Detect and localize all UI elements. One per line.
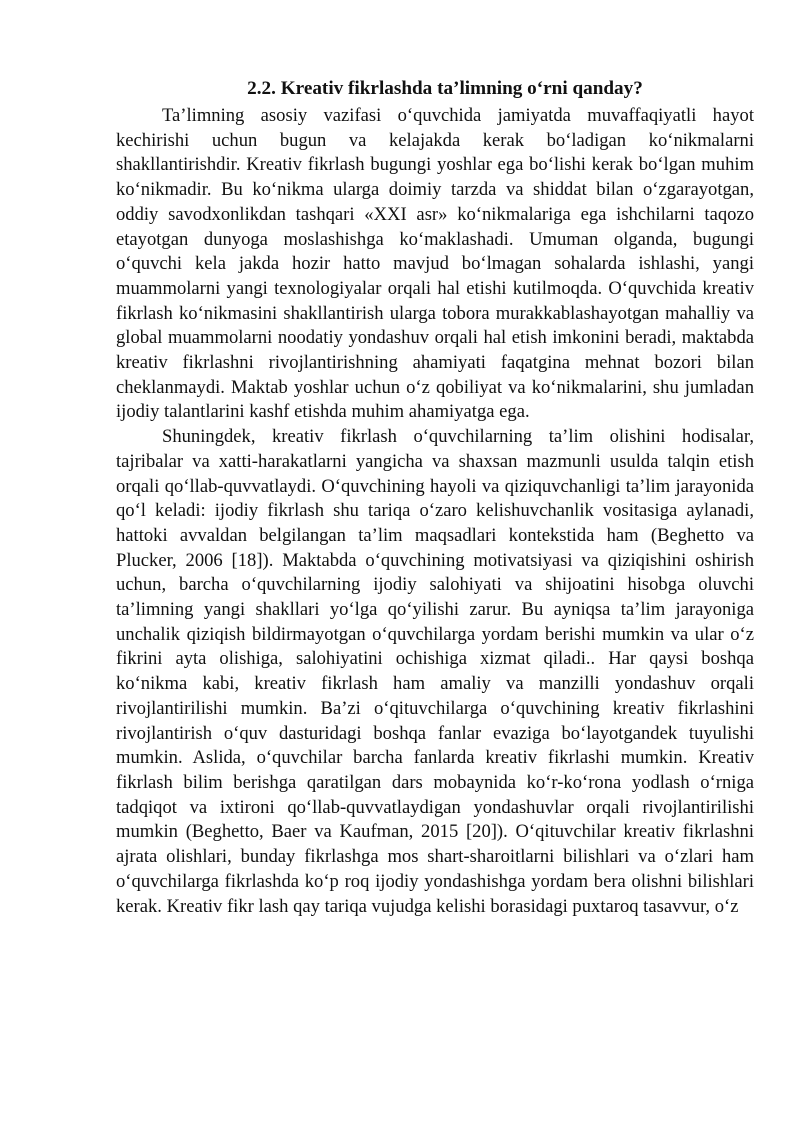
paragraph-1: Ta’limning asosiy vazifasi o‘quvchida jamiyatda muvaffaqiyatli hayot kechirishi uchun bugun va kelajakda kerak bo‘ladigan ko‘nikmalarni shakllantirishdir. Kreativ fikrlash bugungi yoshlar ega bo‘lishi kerak bo‘lgan muhim ko‘nikmadir. Bu ko‘nikma ularga doimiy tarzda va shiddat bilan o‘zgarayotgan, oddiy savodxonlikdan tashqari «XXI asr» ko‘nikmalariga ega ishchilarni taqozo etayotgan dunyoga moslashishga ko‘maklashadi. Umuman olganda, bugungi o‘quvchi kela jakda hozir hatto mavjud bo‘lmagan sohalarda ishlashi, yangi muammolarni yangi texnologiyalar orqali hal etishi kutilmoqda. O‘quvchida kreativ fikrlash ko‘nikmasini shakllantirish ularga tobora murakkablashayotgan mahalliy va global muammolarni noodatiy yondashuv orqali hal etish imkonini beradi, maktabda kreativ fikrlashni rivojlantirishning ahamiyati faqatgina mehnat bozori bilan cheklanmaydi. Maktab yoshlar uchun o‘z qobiliyat va ko‘nikmalarini, shu jumladan ijodiy talantlarini kashf etishda muhim ahamiyatga ega.: [116, 105, 754, 423]
document-page: [116, 76, 754, 919]
paragraph-2: Shuningdek, kreativ fikrlash o‘quvchilarning ta’lim olishini hodisalar, tajribalar va xatti-harakatlarni yangicha va shaxsan mazmunli usulda talqin etish orqali qo‘llab-quvvatlaydi. O‘quvchining hayoli va qiziquvchanligi ta’lim jarayonida qo‘l keladi: ijodiy fikrlash shu tariqa o‘zaro kelishuvchanlik vositasiga aylanadi, hattoki avvaldan belgilangan ta’lim maqsadlari kontekstida ham (Beghetto va Plucker, 2006 [18]). Maktabda o‘quvchining motivatsiyasi va qiziqishini oshirish uchun, barcha o‘quvchilarning ijodiy salohiyati va shijoatini hisobga oluvchi ta’limning yangi shakllari yo‘lga qo‘yilishi zarur. Bu ayniqsa ta’lim jarayoniga unchalik qiziqish bildirmayotgan o‘quvchilarga yordam berishi mumkin va ular o‘z fikrini ayta olishiga, salohiyatini ochishiga xizmat qiladi.. Har qaysi boshqa ko‘nikma kabi, kreativ fikrlash ham amaliy va manzilli yondashuv orqali rivojlantirilishi mumkin. Ba’zi o‘qituvchilarga o‘quvchining kreativ fikrlashini rivojlantirish o‘quv dasturidagi boshqa fanlar evaziga bo‘layotgandek tuyulishi mumkin. Aslida, o‘quvchilar barcha fanlarda kreativ fikrlashi mumkin. Kreativ fikrlash bilim berishga qaratilgan dars mobaynida ko‘r-ko‘rona yodlash o‘rniga tadqiqot va ixtironi qo‘llab-quvvatlaydigan yondashuvlar orqali rivojlantirilishi mumkin (Beghetto, Baer va Kaufman, 2015 [20]). O‘qituvchilar kreativ fikrlashni ajrata olishlari, bunday fikrlashga mos shart-sharoitlarni bilishlari va o‘zlari ham o‘quvchilarga fikrlashda ko‘p roq ijodiy yondashishga yordam bera olishni bilishlari kerak. Kreativ fikr lash qay tariqa vujudga kelishi borasidagi puxtaroq tasavvur, o‘z: [116, 426, 754, 917]
section-heading: 2.2. Kreativ fikrlashda ta’limning o‘rni qanday?: [247, 78, 643, 99]
